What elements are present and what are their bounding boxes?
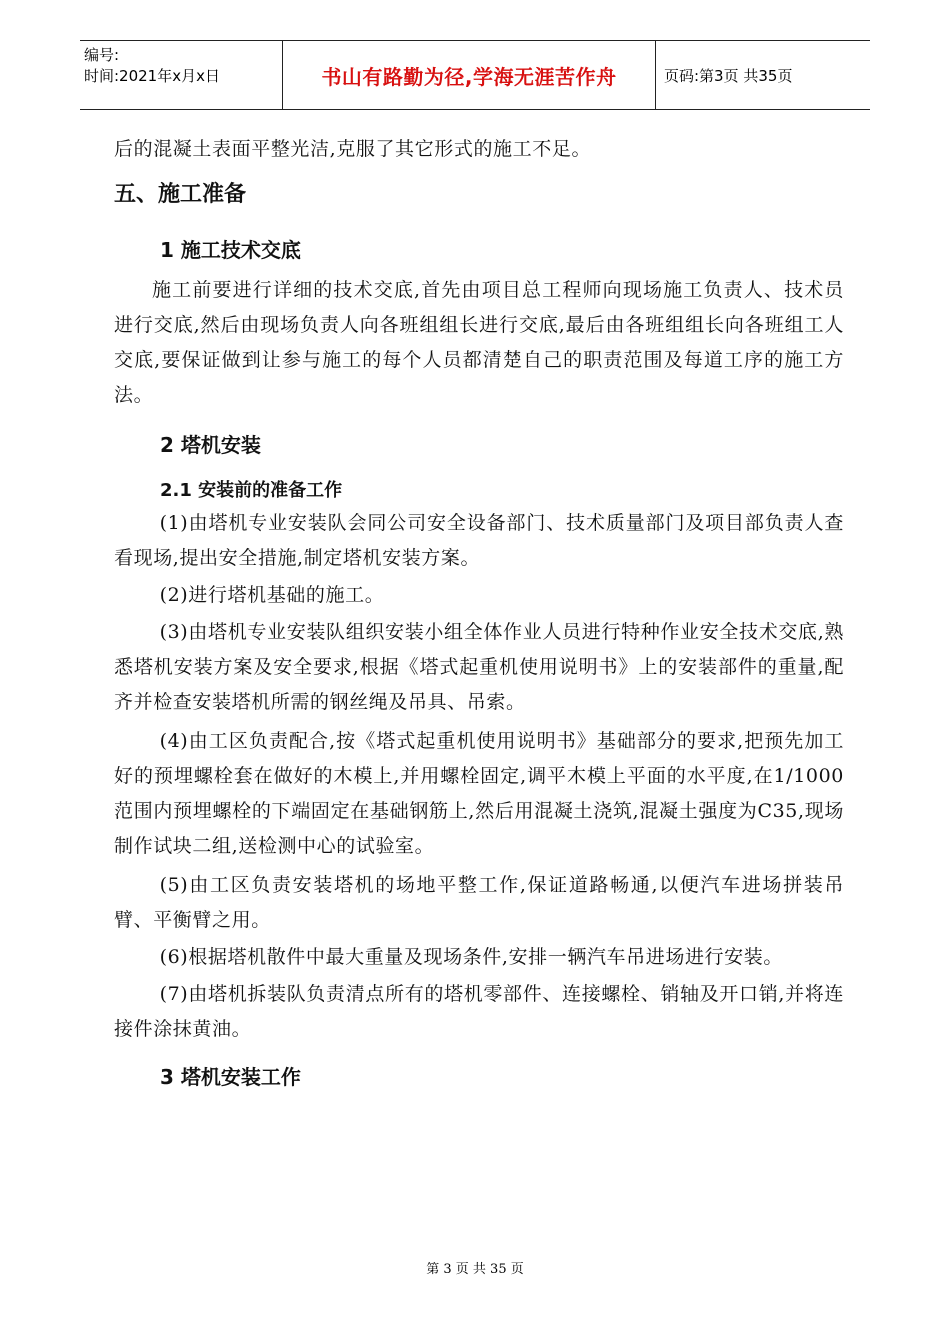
doc-code-label: 编号:	[84, 46, 120, 64]
header-motto: 书山有路勤为径,学海无涯苦作舟	[321, 64, 617, 89]
footer-page-number: 第 3 页 共 35 页	[426, 1262, 524, 1277]
list-item: (3)由塔机专业安装队组织安装小组全体作业人员进行特种作业安全技术交底,熟悉塔机安装方案及安全要求,根据《塔式起重机使用说明书》上的安装部件的重量,配齐并检查安装塔机所需的钢丝绳及吊具、吊索。	[114, 621, 844, 713]
subsection-1-text: 施工前要进行详细的技术交底,首先由项目总工程师向现场施工负责人、技术员进行交底,然后由现场负责人向各班组组长进行交底,最后由各班组组长向各班组工人交底,要保证做到让参与施工的每个人员都清楚自己的职责范围及每道工序的施工方法。	[114, 279, 844, 406]
list-item: (4)由工区负责配合,按《塔式起重机使用说明书》基础部分的要求,把预先加工好的预埋螺栓套在做好的木模上,并用螺栓固定,调平木模上平面的水平度,在1/1000范围内预埋螺栓的下端固定在基础钢筋上,然后用混凝土浇筑,混凝土强度为C35,现场制作试块二组,送检测中心的试验室。	[114, 730, 844, 857]
subsection-1-title: 1 施工技术交底	[160, 238, 301, 262]
list-item: (5)由工区负责安装塔机的场地平整工作,保证道路畅通,以便汽车进场拼装吊臂、平衡臂之用。	[114, 874, 844, 931]
document-body	[114, 132, 844, 1090]
list-item: (2)进行塔机基础的施工。	[159, 584, 385, 606]
intro-line: 后的混凝土表面平整光洁,克服了其它形式的施工不足。	[114, 138, 592, 160]
section-title: 五、施工准备	[114, 182, 247, 207]
list-item: (6)根据塔机散件中最大重量及现场条件,安排一辆汽车吊进场进行安装。	[159, 946, 783, 968]
page-footer	[0, 1258, 950, 1277]
doc-date: 时间:2021年x月x日	[84, 67, 220, 85]
header-motto-cell	[282, 41, 656, 109]
header-page-info: 页码:第3页 共35页	[664, 66, 793, 85]
subsection-2-1-title: 2.1 安装前的准备工作	[160, 480, 343, 501]
list-item: (7)由塔机拆装队负责清点所有的塔机零部件、连接螺栓、销轴及开口销,并将连接件涂抹黄油。	[114, 983, 844, 1040]
subsection-2-title: 2 塔机安装	[160, 433, 261, 457]
header-meta	[80, 41, 282, 109]
list-item: (1)由塔机专业安装队会同公司安全设备部门、技术质量部门及项目部负责人查看现场,提出安全措施,制定塔机安装方案。	[114, 512, 844, 569]
subsection-3-title: 3 塔机安装工作	[160, 1065, 301, 1089]
page-header	[80, 40, 870, 110]
